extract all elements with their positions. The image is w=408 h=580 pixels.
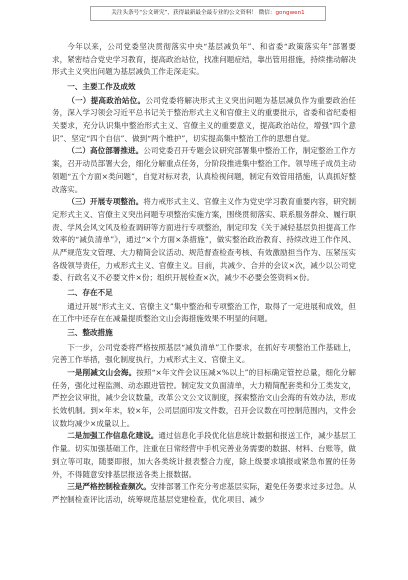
paragraph-text: 公司党委召开专题会议研究部署集中整治工作，制定整治工作方案，召开动员部署大会，细化分解重点任务，分阶段推进集中整治工作。领导班子成员主动领题“五个方面×类问题”，自觉对标对表，认真检视问题，制定有效管用措施，认真抓好整改落实。 <box>52 146 357 194</box>
body-paragraph: 通过开展“形式主义、官僚主义”集中整治和专项整治工作，取得了一定进展和成效，但在工作中还存在在减量提质整治文山会海措施效果不明显的问题。 <box>52 301 356 324</box>
document-body <box>52 41 356 507</box>
paragraph-text: 通过信息化手段优化信息统计数据和报送工作，减少基层工作量。切实加强基础工作，注重在日常经营中手机完善业务需要的数据、材料、台账等，做到立等可取，随要即报，加大各类统计报表整合力度，除上级要求填报或紧急布置的任务外，不得随意安排基层报送各类上报数据。 <box>52 431 357 479</box>
body-paragraph: 下一步，公司党委将严格按照基层“减负清单”工作要求，在抓好专项整治工作基础上，完善工作举措，强化制度执行，力戒形式主义、官僚主义。 <box>52 342 356 365</box>
wechat-id: gongwen1 <box>275 10 305 16</box>
paragraph-text: 安排部署工作充分考虑基层实际，避免任务要求过多过急。从严控制检查评比活动，统筹规范基层党建检查，优化项目、减少 <box>52 482 357 504</box>
paragraph-lead: 二是加强工作信息化建设。 <box>67 431 159 441</box>
paragraph-text: 将力戒形式主义、官僚主义作为党史学习教育重要内容，研究制定形式主义、官僚主义突出问题专项整治实施方案，围绕贯彻落实、联系服务群众、履行职责、学风会风文风及检查调研等方面进行专项整治，制定印发《关于减轻基层负担提高工作效率的“减负清单”》，通过“×个方面×条措施”，做实整治政治教育、持续改进工作作风、从严规范发文管理、大力精简会议活动、规范督查检查考核、有效激励担当作为、压紧压实各级领导责任，力戒形式主义、官僚主义。目前，共减少、合并的会议×次，减少以公司党委、行政名义不必要文件×份；组织开展检查×次，减少不必要会签资料×份。 <box>52 197 357 283</box>
section-heading: 二、存在不足 <box>67 287 113 297</box>
paragraph-lead: （二）高位部署推进。 <box>67 146 144 156</box>
numbered-paragraph <box>52 367 356 431</box>
promo-banner <box>90 6 326 21</box>
numbered-paragraph <box>52 430 356 481</box>
body-paragraph: 今年以来，公司党委坚决贯彻落实中央“基层减负年”、和省委“政策落实年”部署要求，紧密结合党史学习教育，提高政治站位，找准问题症结，靠出管用措施，持续推动解决形式主义突出问题为基层减负工作走深走实。 <box>52 42 356 77</box>
paragraph-lead: 三是严格控制检查频次。 <box>67 482 151 492</box>
banner-text: 关注头条号“公文研究”，获得最新最全最专业的公文资料！ 微信： <box>111 10 276 16</box>
numbered-paragraph <box>52 481 356 506</box>
paragraph-lead: 一是削减文山会海。 <box>67 367 137 377</box>
section-heading: 一、主要工作及成效 <box>67 81 136 91</box>
numbered-paragraph <box>52 145 356 196</box>
paragraph-lead: （一）提高政治站位。 <box>67 95 146 105</box>
section-heading: 三、整改措施 <box>67 328 113 338</box>
numbered-paragraph <box>52 196 356 285</box>
paragraph-text: 公司党委将解决形式主义突出问题为基层减负作为重要政治任务，深入学习领会习近平总书记关于整治形式主义和官僚主义的重要批示，省委和省纪委相关要求，充分认识集中整治形式主义、官僚主义的重要意义，提高政治站位，增强“四个意识”、坚定“四个自信”、做到“两个维护”，切实提高集中整治工作的思想自觉。 <box>52 95 357 143</box>
paragraph-lead: （三）开展专项整治。 <box>67 197 144 207</box>
paragraph-text: 按照“×年文件会议压减×%以上”的目标确定管控总量，细化分解任务，强化过程监测、动态跟进管控。制定发文负面清单，大力精简配套类和分工类发文，严控会议审批，减少会议数量，改革公文公文议制度，探索整治文山会海的有效办法，形成长效机制。到×年末，较×年，公司层面印发文件数，召开会议数在可控制范围内，文件会议数均减少×成量以上。 <box>52 367 357 428</box>
numbered-paragraph <box>52 95 356 146</box>
